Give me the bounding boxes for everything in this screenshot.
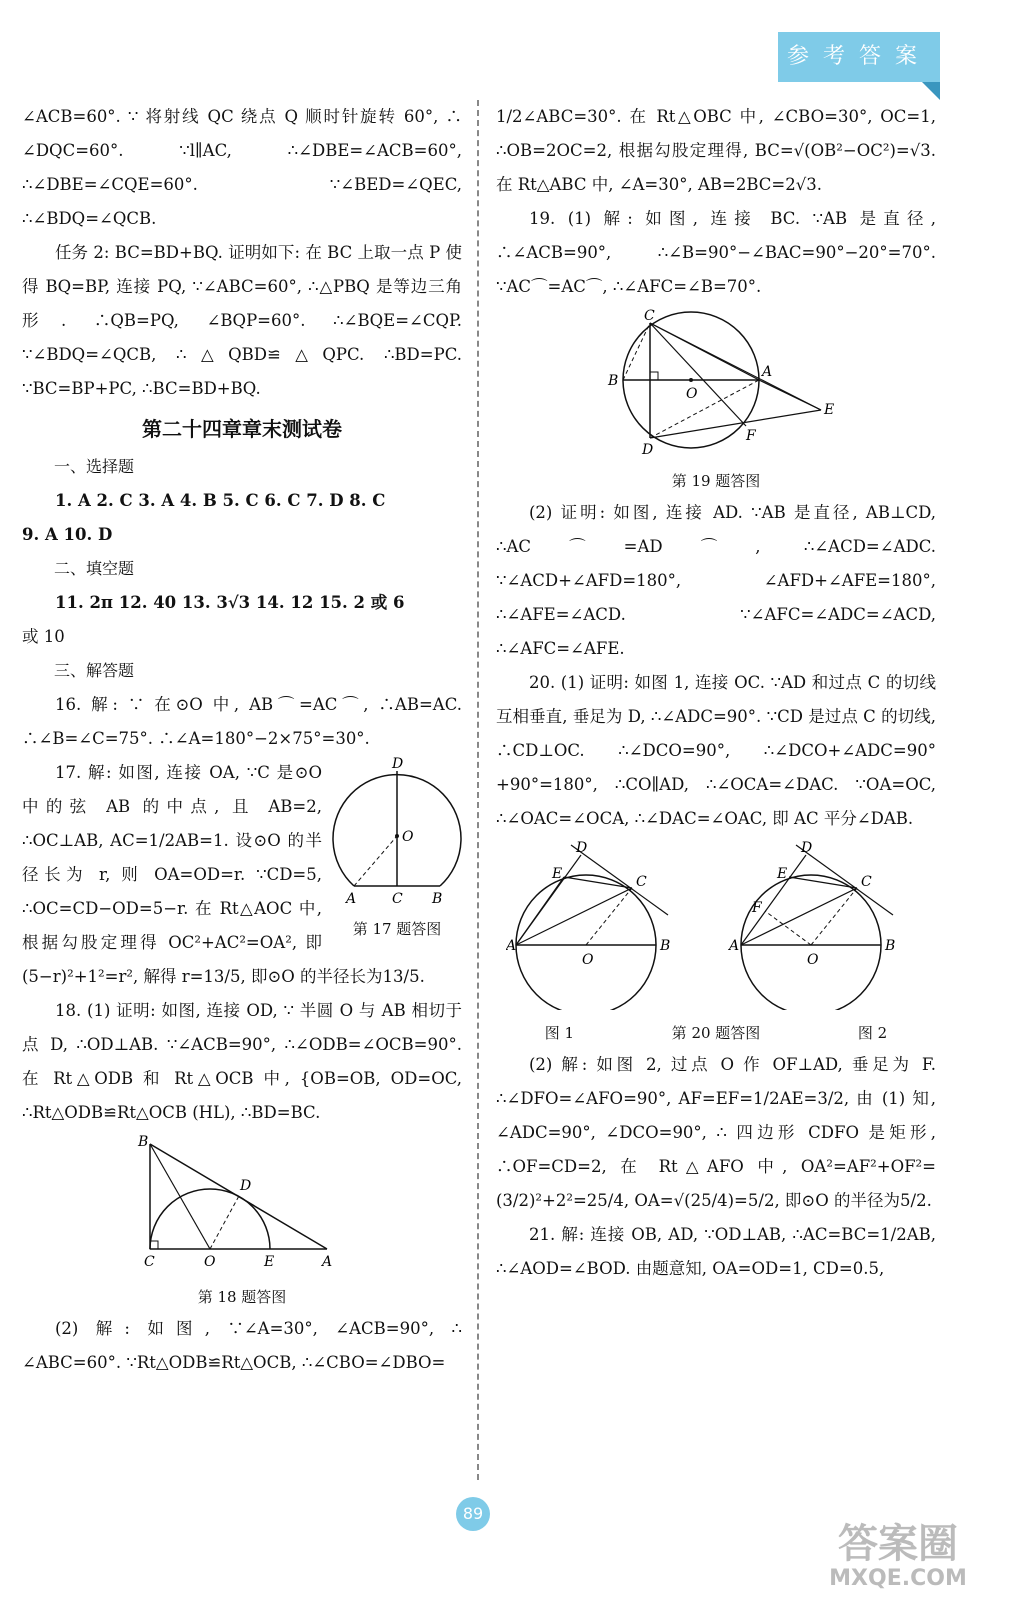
answer-tab: 参考答案 (778, 32, 940, 82)
fig20b-AD (741, 855, 806, 945)
section-choice: 一、选择题 (54, 457, 135, 476)
q21-text: 21. 解: 连接 OB, AD, ∵OD⊥AB, ∴AC=BC=1/2AB, ∴∠AOD=∠BOD. 由题意知, OA=OD=1, CD=0.5, (496, 1225, 936, 1278)
fig20b-circle (741, 875, 881, 1010)
fig19-right-angle (650, 372, 658, 380)
fig20-label-1: 图 1 (544, 1024, 575, 1042)
fig17-label-C: C (392, 891, 403, 906)
page-number: 89 (456, 1497, 490, 1531)
fig17-caption: 第 17 题答图 (352, 920, 442, 938)
fig20-diagram (506, 840, 926, 1010)
fig19-CF (650, 323, 746, 426)
fig20a-AC (516, 888, 632, 945)
left-paragraph-1: ∠ACB=60°. ∵ 将射线 QC 绕点 Q 顺时针旋转 60°, ∴ ∠DQC=60°. ∵l∥AC, ∴∠DBE=∠ACB=60°, ∴∠DBE=∠CQE=60°. ∵∠BED=∠QEC, ∴∠BDQ=∠QCB. (22, 107, 462, 228)
fig20b-label-O: O (807, 952, 819, 968)
watermark-line-1: 答案圈 (838, 1521, 958, 1567)
fig20b-label-E: E (777, 866, 788, 882)
q18b-text: (2) 解: 如图, ∵∠A=30°, ∠ACB=90°, ∴ ∠ABC=60°. ∵Rt△ODB≌Rt△OCB, ∴∠CBO=∠DBO= (22, 1319, 462, 1372)
right-paragraph-1: 1/2∠ABC=30°. 在 Rt△OBC 中, ∠CBO=30°, OC=1, ∴OB=2OC=2, 根据勾股定理得, BC=√(OB²−OC²)=√3. 在 Rt△ABC 中, ∠A=30°, AB=2BC=2√3. (496, 107, 936, 194)
fig17-label-D: D (392, 756, 404, 772)
q16-text: 16. 解: ∵ 在⊙O 中, AB⌒=AC⌒, ∴AB=AC. ∴∠B=∠C=75°. ∴∠A=180°−2×75°=30°. (22, 695, 462, 748)
fig18-right-angle (150, 1241, 158, 1249)
fig20b-label-D: D (801, 840, 813, 856)
q18a-text: 18. (1) 证明: 如图, 连接 OD, ∵ 半圆 O 与 AB 相切于点 D, ∴OD⊥AB. ∵∠ACB=90°, ∴∠ODB=∠OCB=90°. 在 Rt△ODB 和 Rt△OCB 中, {OB=OB, OD=OC, ∴Rt△ODB≌Rt△OCB (HL), ∴BD=BC. (22, 1001, 462, 1122)
q19b-text: (2) 证明: 如图, 连接 AD. ∵AB 是直径, AB⊥CD, ∴AC⌒=AD⌒, ∴∠ACD=∠ADC. ∵∠ACD+∠AFD=180°, ∠AFD+∠AFE=180°, ∴∠AFE=∠ACD. ∵∠AFC=∠ADC=∠ACD, ∴∠AFC=∠AFE. (496, 503, 936, 658)
fig20a-label-O: O (582, 952, 594, 968)
fig20a-label-D: D (576, 840, 588, 856)
left-column (22, 100, 462, 1380)
fig19-label-D: D (642, 442, 654, 458)
fig17-label-B: B (432, 891, 443, 906)
fig18-semicircle (150, 1189, 270, 1249)
fig19-label-B: B (608, 373, 619, 389)
fig20a-label-C: C (636, 874, 647, 890)
fig19 (496, 308, 936, 492)
fig20b-label-B: B (885, 938, 896, 954)
fig18-label-A: A (322, 1254, 333, 1270)
fig20-caption: 第 20 题答图 (671, 1024, 761, 1042)
fig19-label-O: O (686, 386, 698, 402)
fig20b-OC (811, 888, 857, 945)
fig19-center (689, 378, 693, 382)
fig19-caption: 第 19 题答图 (671, 472, 761, 490)
fig18-label-O: O (204, 1254, 216, 1270)
right-column (496, 100, 936, 1286)
fig18-label-E: E (264, 1254, 275, 1270)
fig17-label-A: A (346, 891, 357, 906)
fig20-label-2: 图 2 (857, 1024, 888, 1042)
fig19-label-F: F (746, 428, 756, 444)
fig18-OD (210, 1194, 240, 1249)
fig20 (496, 840, 936, 1044)
fig20a-label-A: A (506, 938, 517, 954)
fig18-label-D: D (240, 1178, 252, 1194)
fig19-label-E: E (824, 402, 835, 418)
fig19-AE (759, 380, 821, 410)
fig20a-circle (516, 875, 656, 1010)
column-divider (477, 100, 479, 1480)
task2-paragraph: 任务 2: BC=BD+BQ. 证明如下: 在 BC 上取一点 P 使得 BQ=BP, 连接 PQ, ∵∠ABC=60°, ∴△PBQ 是等边三角形. ∴QB=PQ, ∠BQP=60°. ∴∠BQE=∠CQP. ∵∠BDQ=∠QCB, ∴△QBD≌△QPC. ∴BD=PC. ∵BC=BP+PC, ∴BC=BD+BQ. (22, 243, 462, 398)
fig18-label-B: B (138, 1134, 149, 1150)
fig17 (332, 756, 462, 940)
fig20a-label-E: E (552, 866, 563, 882)
fig18-BO (150, 1144, 210, 1249)
choice-answers-1: 1. A 2. C 3. A 4. B 5. C 6. C 7. D 8. C (55, 491, 386, 510)
fig19-label-A: A (762, 364, 773, 380)
fig20b-label-C: C (861, 874, 872, 890)
fig20a-label-B: B (660, 938, 671, 954)
fig17-label-O: O (402, 829, 414, 845)
fig20a-EC (564, 877, 632, 888)
fig17-diagram (332, 756, 462, 906)
fig19-diagram (596, 308, 836, 458)
q17-text: 17. 解: 如图, 连接 OA, ∵C 是⊙O 中的弦 AB 的中点, 且 AB=2, ∴OC⊥AB, AC=1/2AB=1. 设⊙O 的半径长为 r, 则 OA=OD=r. ∵CD=5, ∴OC=CD−OD=5−r. 在 Rt△AOC 中, 根据勾股定理得 OC²+AC²=OA², 即(5−r)²+1²=r², 解得 r=13/5, 即⊙O 的半径长为13/5. (22, 763, 425, 986)
choice-answers-2: 9. A 10. D (22, 525, 113, 544)
fig18-diagram (132, 1134, 352, 1274)
section-solution: 三、解答题 (54, 661, 135, 680)
fig20b-label-F: F (752, 900, 762, 916)
q20b-text: (2) 解: 如图 2, 过点 O 作 OF⊥AD, 垂足为 F. ∴∠DFO=∠AFO=90°, AF=EF=1/2AE=3/2, 由 (1) 知, ∠ADC=90°, ∠DCO=90°, ∴ 四边形 CDFO 是矩形, ∴OF=CD=2, 在 Rt△AFO 中, OA²=AF²+OF²=(3/2)²+2²=25/4, OA=√(25/4)=5/2, 即⊙O 的半径为5/2. (496, 1055, 936, 1210)
fig20a-AE (516, 877, 564, 945)
fill-answers-1: 11. 2π 12. 40 13. 3√3 14. 12 15. 2 或 6 (55, 593, 405, 612)
fig19-BC (623, 323, 650, 380)
fill-answers-2: 或 10 (22, 627, 65, 646)
watermark (798, 1522, 998, 1592)
fig20-figure1 (506, 840, 670, 1010)
fig20b-label-A: A (729, 938, 740, 954)
fig18-caption: 第 18 题答图 (197, 1288, 287, 1306)
fig17-radius (354, 836, 397, 886)
fig17-center (395, 834, 399, 838)
watermark-line-2: MXQE.COM (829, 1566, 967, 1591)
fig20b-EC (789, 877, 857, 888)
fig18-label-C: C (144, 1254, 155, 1270)
fig20b-OF (765, 911, 811, 945)
q19a-text: 19. (1) 解: 如图, 连接 BC. ∵AB 是直径, ∴∠ACB=90°, ∴∠B=90°−∠BAC=90°−20°=70°. ∵AC⌒=AC⌒, ∴∠AFC=∠B=70°. (496, 209, 936, 296)
fig20-sublabels (496, 1022, 936, 1044)
section-fill: 二、填空题 (54, 559, 135, 578)
chapter-title: 第二十四章章末测试卷 (142, 417, 342, 441)
fig19-label-C: C (644, 308, 655, 324)
q20a-text: 20. (1) 证明: 如图 1, 连接 OC. ∵AD 和过点 C 的切线互相垂直, 垂足为 D, ∴∠ADC=90°. ∵CD 是过点 C 的切线, ∴CD⊥OC. ∴∠DCO=90°, ∴∠DCO+∠ADC=90°+90°=180°, ∴CO∥AD, ∴∠OCA=∠DAC. ∵OA=OC, ∴∠OAC=∠OCA, ∴∠DAC=∠OAC, 即 AC 平分∠DAB. (496, 673, 936, 828)
fig18 (22, 1134, 462, 1308)
fig20-figure2 (727, 840, 895, 1010)
fig20a-OC (586, 888, 632, 945)
